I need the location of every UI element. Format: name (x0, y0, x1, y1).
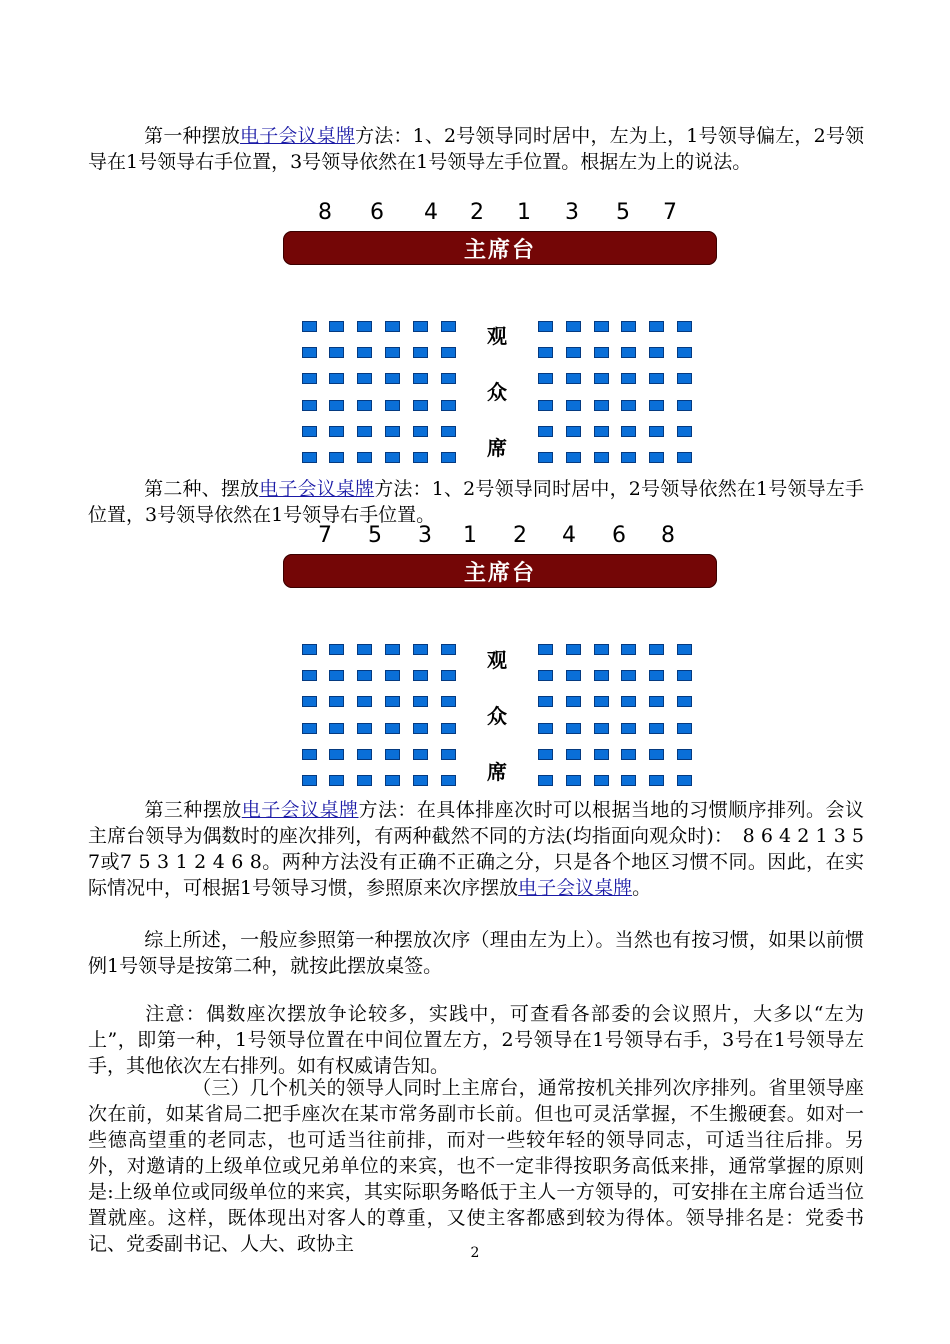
seat-number: 5 (616, 200, 630, 225)
audience-seat (357, 452, 372, 463)
audience-seat (538, 644, 553, 655)
audience-seat (357, 670, 372, 681)
audience-seat (302, 670, 317, 681)
seat-number: 1 (517, 200, 531, 225)
audience-seat (649, 723, 664, 734)
audience-seat (677, 321, 692, 332)
audience-seat (385, 723, 400, 734)
audience-seat (538, 749, 553, 760)
audience-seat (329, 426, 344, 437)
audience-seat (441, 321, 456, 332)
audience-seat (357, 749, 372, 760)
audience-seat (385, 321, 400, 332)
seat-number: 6 (370, 200, 384, 225)
audience-seat (329, 775, 344, 786)
audience-seat (329, 670, 344, 681)
seat-numbers-row (300, 200, 700, 230)
paragraph-method-3: 第三种摆放电子会议桌牌方法：在具体排座次时可以根据当地的习惯顺序排列。会议主席台领导为偶数时的座次排列，有两种截然不同的方法(均指面向观众时)： 8 6 4 2 1 3 5 7或7 5 3 1 2 4 6 8。两种方法没有正确不正确之分，只是各个地区习惯不同。因此，在实际情况中，可根据1号领导习惯，参照原来次序摆放电子会议桌牌。 (88, 799, 864, 899)
audience-seat (302, 452, 317, 463)
audience-seat (621, 644, 636, 655)
audience-seat (441, 644, 456, 655)
audience-seat (594, 373, 609, 384)
seat-number: 4 (424, 200, 438, 225)
audience-seat (413, 321, 428, 332)
audience-seat (357, 400, 372, 411)
audience-seat (677, 670, 692, 681)
audience-seat (677, 775, 692, 786)
audience-seat (566, 775, 581, 786)
audience-seat (413, 723, 428, 734)
audience-seat (621, 749, 636, 760)
audience-seat (566, 347, 581, 358)
audience-seat (621, 426, 636, 437)
audience-seat (413, 696, 428, 707)
audience-seat (566, 723, 581, 734)
audience-seat (357, 644, 372, 655)
audience-seat (621, 347, 636, 358)
seat-number: 5 (368, 523, 382, 548)
audience-seat (566, 696, 581, 707)
audience-seat (621, 775, 636, 786)
audience-seat (677, 373, 692, 384)
audience-seat (594, 696, 609, 707)
audience-seat (594, 400, 609, 411)
audience-seat (649, 775, 664, 786)
audience-seat (677, 749, 692, 760)
audience-seat (302, 775, 317, 786)
rostrum-label: 主席台 (463, 560, 536, 586)
audience-seat (413, 644, 428, 655)
page-number: 2 (470, 1245, 480, 1261)
audience-seat (538, 723, 553, 734)
audience-seat (621, 696, 636, 707)
audience-seat (302, 696, 317, 707)
seat-number: 8 (661, 523, 675, 548)
audience-seat (329, 321, 344, 332)
audience-seat (413, 670, 428, 681)
audience-seat (441, 452, 456, 463)
audience-seat (302, 400, 317, 411)
audience-seat (566, 644, 581, 655)
audience-seat (677, 426, 692, 437)
audience-seat (649, 321, 664, 332)
electronic-table-sign-link[interactable]: 电子会议桌牌 (240, 125, 356, 147)
seat-number: 6 (612, 523, 626, 548)
audience-seat (302, 373, 317, 384)
audience-seat (441, 347, 456, 358)
audience-seat (649, 452, 664, 463)
paragraph-section-3: （三）几个机关的领导人同时上主席台，通常按机关排列次序排列。省里领导座次在前，如某省局二把手座次在某市常务副市长前。但也可灵活掌握，不生搬硬套。如对一些德高望重的老同志，也可适当往前排，而对一些较年轻的领导同志，可适当往后排。另外，对邀请的上级单位或兄弟单位的来宾，也不一定非得按职务高低来排，通常掌握的原则是:上级单位或同级单位的来宾，其实际职务略低于主人一方领导的，可安排在主席台适当位置就座。这样，既体现出对客人的尊重，又使主客都感到较为得体。领导排名是：党委书记、党委副书记、人大、政协主 (88, 1077, 864, 1255)
paragraph-method-1: 第一种摆放电子会议桌牌方法：1、2号领导同时居中，左为上，1号领导偏左，2号领导在1号领导右手位置，3号领导依然在1号领导左手位置。根据左为上的说法。 (88, 125, 864, 173)
audience-seat (329, 347, 344, 358)
audience-seat (566, 426, 581, 437)
audience-seat (413, 749, 428, 760)
audience-seat (385, 347, 400, 358)
audience-seat (538, 775, 553, 786)
audience-seat (621, 321, 636, 332)
audience-seat (385, 670, 400, 681)
paragraph-summary: 综上所述，一般应参照第一种摆放次序（理由左为上）。当然也有按习惯，如果以前惯例1号领导是按第二种，就按此摆放桌签。 (88, 929, 864, 977)
audience-seat (677, 347, 692, 358)
audience-seat (385, 696, 400, 707)
electronic-table-sign-link[interactable]: 电子会议桌牌 (518, 877, 633, 899)
audience-seat (538, 321, 553, 332)
aisle-char: 席 (487, 436, 507, 460)
audience-seat (649, 426, 664, 437)
audience-seat (621, 373, 636, 384)
audience-seat (329, 644, 344, 655)
aisle-char: 席 (487, 760, 507, 784)
audience-seat (385, 426, 400, 437)
audience-seat (441, 400, 456, 411)
audience-seat (649, 400, 664, 411)
seat-number: 8 (318, 200, 332, 225)
audience-seat (594, 775, 609, 786)
audience-seat (329, 400, 344, 411)
seat-number: 7 (318, 523, 332, 548)
audience-seat (413, 775, 428, 786)
audience-seat (566, 373, 581, 384)
audience-seat (385, 373, 400, 384)
audience-seat (441, 373, 456, 384)
aisle-char: 众 (487, 380, 507, 404)
audience-seat (677, 644, 692, 655)
audience-seat (566, 400, 581, 411)
audience-seat (357, 321, 372, 332)
audience-seat (385, 452, 400, 463)
audience-seat (594, 749, 609, 760)
audience-seat (594, 670, 609, 681)
paragraph-method-2: 第二种、摆放电子会议桌牌方法：1、2号领导同时居中，2号领导依然在1号领导左手位置，3号领导依然在1号领导右手位置。 (88, 478, 864, 526)
audience-seat (357, 347, 372, 358)
seat-number: 7 (663, 200, 677, 225)
audience-seat (649, 347, 664, 358)
audience-seat (649, 373, 664, 384)
audience-seat (594, 347, 609, 358)
audience-seat (357, 775, 372, 786)
rostrum-table (283, 231, 717, 265)
audience-seat (302, 644, 317, 655)
audience-seat (677, 696, 692, 707)
audience-seat (413, 400, 428, 411)
seat-number: 1 (463, 523, 477, 548)
audience-seat (329, 373, 344, 384)
audience-seat (441, 723, 456, 734)
audience-seat (302, 749, 317, 760)
audience-seat (413, 347, 428, 358)
audience-seat (413, 452, 428, 463)
audience-seat (566, 452, 581, 463)
audience-seat (677, 452, 692, 463)
audience-seat (538, 400, 553, 411)
audience-seat (441, 670, 456, 681)
audience-seat (385, 775, 400, 786)
audience-seat (621, 670, 636, 681)
seat-number: 4 (562, 523, 576, 548)
audience-seat (566, 321, 581, 332)
audience-seat (538, 452, 553, 463)
audience-seat (621, 400, 636, 411)
rostrum-label: 主席台 (463, 237, 536, 263)
audience-seat (538, 347, 553, 358)
audience-seat (566, 670, 581, 681)
audience-seat (538, 670, 553, 681)
audience-seat (385, 400, 400, 411)
audience-seat (357, 696, 372, 707)
electronic-table-sign-link[interactable]: 电子会议桌牌 (259, 478, 375, 500)
audience-seat (441, 696, 456, 707)
electronic-table-sign-link[interactable]: 电子会议桌牌 (241, 799, 359, 821)
audience-seat (649, 696, 664, 707)
rostrum-table (283, 554, 717, 588)
aisle-char: 观 (487, 648, 507, 672)
aisle-char: 众 (487, 704, 507, 728)
audience-seat (357, 426, 372, 437)
audience-seat (538, 373, 553, 384)
audience-seat (329, 749, 344, 760)
seat-numbers-row (300, 523, 700, 553)
audience-seat (441, 749, 456, 760)
audience-seat (621, 723, 636, 734)
audience-seat (621, 452, 636, 463)
audience-seat (538, 426, 553, 437)
audience-seat (357, 373, 372, 384)
audience-seat (677, 723, 692, 734)
audience-seat (302, 321, 317, 332)
audience-seat (413, 373, 428, 384)
audience-seat (649, 644, 664, 655)
audience-seat (357, 723, 372, 734)
seat-number: 3 (418, 523, 432, 548)
audience-seat (566, 749, 581, 760)
seat-number: 2 (513, 523, 527, 548)
audience-seat (385, 644, 400, 655)
audience-seat (302, 723, 317, 734)
aisle-char: 观 (487, 324, 507, 348)
audience-seat (649, 749, 664, 760)
audience-seat (302, 347, 317, 358)
audience-seat (649, 670, 664, 681)
audience-seat (594, 321, 609, 332)
paragraph-note: 注意：偶数座次摆放争论较多，实践中，可查看各部委的会议照片，大多以“左为上”，即第一种，1号领导位置在中间位置左方，2号领导在1号领导右手，3号在1号领导左手，其他依次左右排列。如有权威请告知。 (88, 1003, 864, 1077)
audience-seat (441, 775, 456, 786)
audience-seat (329, 696, 344, 707)
audience-seat (594, 644, 609, 655)
seat-number: 3 (565, 200, 579, 225)
audience-seat (441, 426, 456, 437)
audience-seat (385, 749, 400, 760)
audience-seat (594, 723, 609, 734)
audience-seat (594, 426, 609, 437)
audience-seat (302, 426, 317, 437)
audience-seat (594, 452, 609, 463)
audience-seat (329, 723, 344, 734)
seat-number: 2 (470, 200, 484, 225)
audience-seat (329, 452, 344, 463)
audience-seat (538, 696, 553, 707)
audience-seat (677, 400, 692, 411)
audience-seat (413, 426, 428, 437)
